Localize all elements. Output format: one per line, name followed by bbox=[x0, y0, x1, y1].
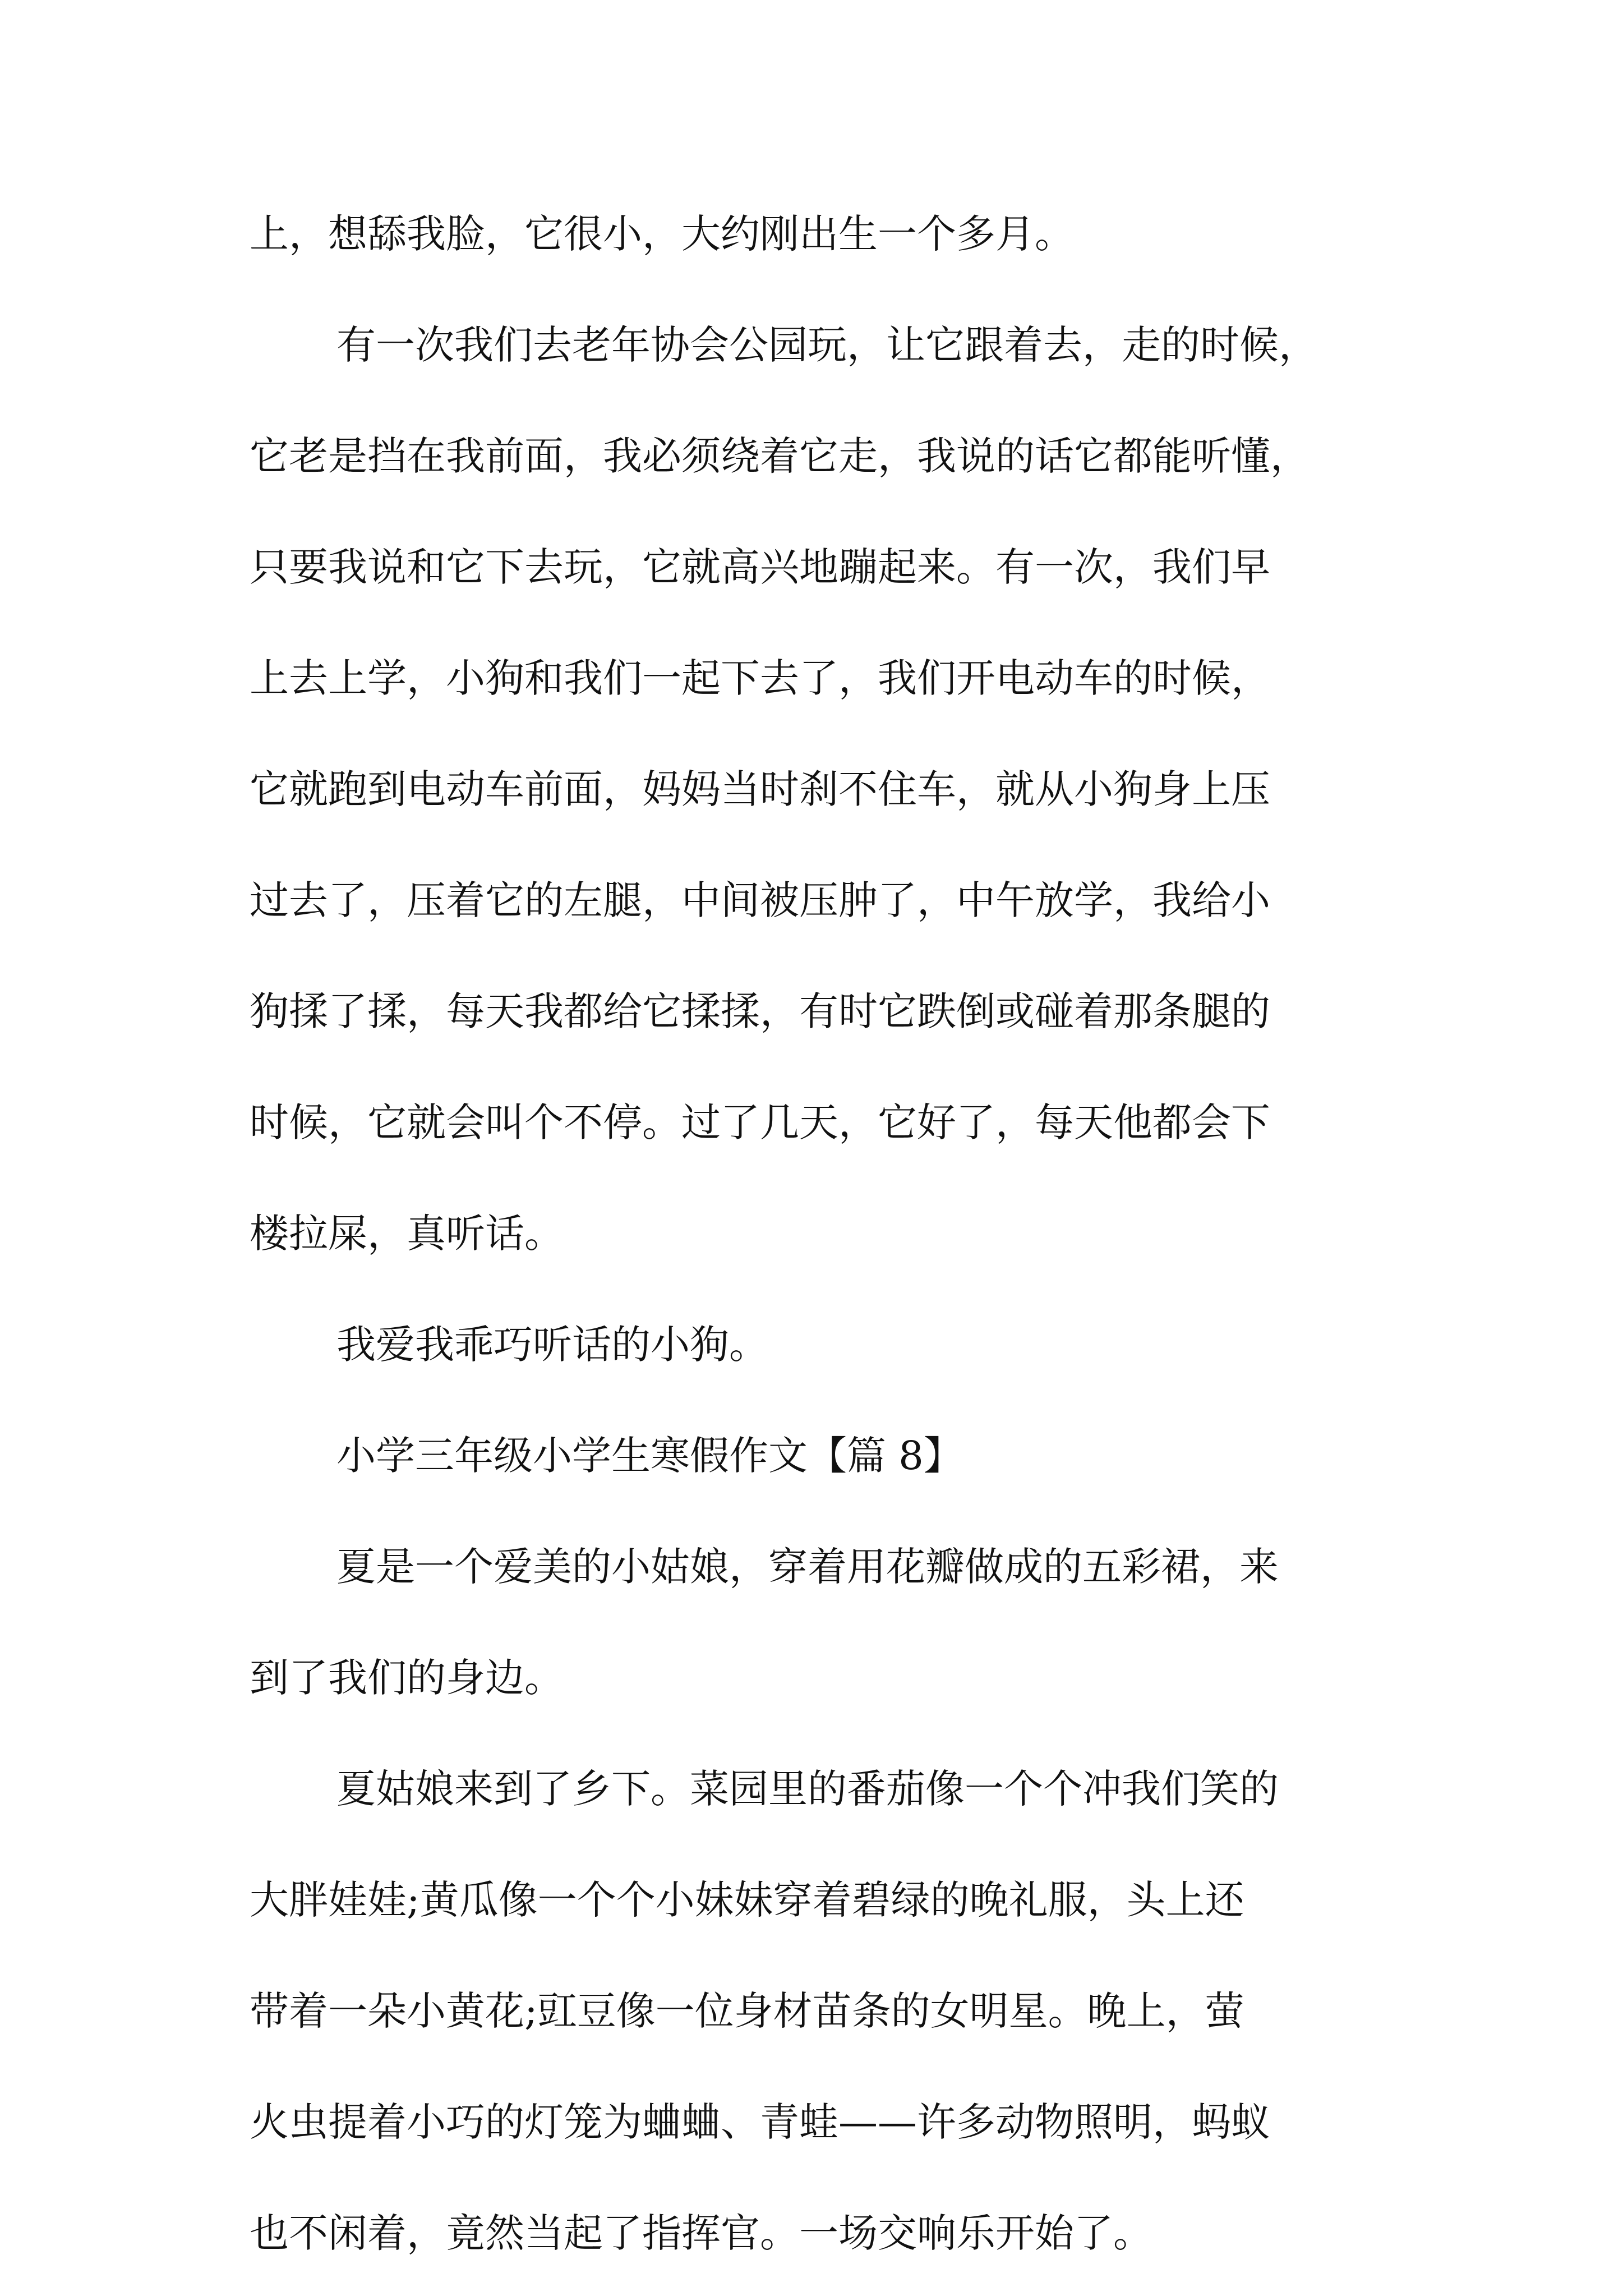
text-line: 火虫提着小巧的灯笼为蛐蛐、青蛙——许多动物照明，蚂蚁 bbox=[250, 2099, 1270, 2145]
paragraph-first-line: 我爱我乖巧听话的小狗。 bbox=[336, 1322, 768, 1368]
text-line: 它老是挡在我前面，我必须绕着它走，我说的话它都能听懂， bbox=[250, 433, 1310, 479]
text-line: 上，想舔我脸，它很小，大约刚出生一个多月。 bbox=[250, 211, 1074, 257]
text-line: 也不闲着，竟然当起了指挥官。一场交响乐开始了。 bbox=[250, 2210, 1152, 2256]
text-line: 大胖娃娃;黄瓜像一个个小妹妹穿着碧绿的晚礼服，头上还 bbox=[250, 1877, 1244, 1923]
text-line: 上去上学，小狗和我们一起下去了，我们开电动车的时候， bbox=[250, 655, 1270, 701]
text-line: 带着一朵小黄花;豇豆像一位身材苗条的女明星。晚上，萤 bbox=[250, 1988, 1244, 2034]
section-heading: 小学三年级小学生寒假作文【篇 8】 bbox=[336, 1433, 963, 1479]
paragraph-first-line: 夏姑娘来到了乡下。菜园里的番茄像一个个冲我们笑的 bbox=[336, 1766, 1279, 1812]
text-line: 过去了，压着它的左腿，中间被压肿了，中午放学，我给小 bbox=[250, 877, 1270, 923]
text-line: 只要我说和它下去玩，它就高兴地蹦起来。有一次，我们早 bbox=[250, 544, 1270, 590]
text-line: 到了我们的身边。 bbox=[250, 1655, 564, 1701]
text-line: 楼拉屎，真听话。 bbox=[250, 1211, 564, 1257]
paragraph-first-line: 有一次我们去老年协会公园玩，让它跟着去，走的时候， bbox=[336, 322, 1318, 368]
text-line: 狗揉了揉，每天我都给它揉揉，有时它跌倒或碰着那条腿的 bbox=[250, 988, 1270, 1034]
paragraph-first-line: 夏是一个爱美的小姑娘，穿着用花瓣做成的五彩裙，来 bbox=[336, 1544, 1279, 1590]
text-line: 它就跑到电动车前面，妈妈当时刹不住车，就从小狗身上压 bbox=[250, 766, 1270, 812]
text-line: 时候，它就会叫个不停。过了几天，它好了，每天他都会下 bbox=[250, 1099, 1270, 1145]
